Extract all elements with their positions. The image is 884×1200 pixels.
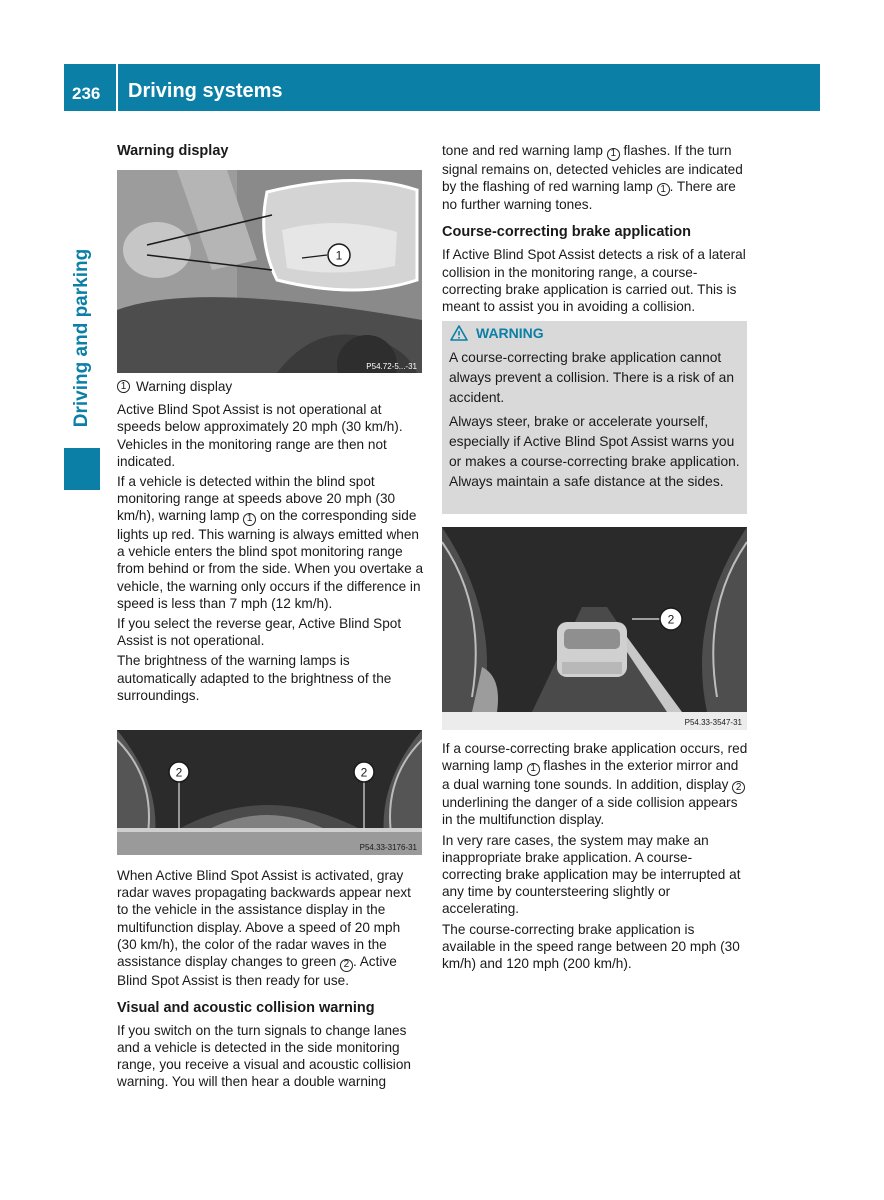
page-number: 236: [72, 84, 101, 103]
right-column-body-2: [442, 740, 748, 975]
figure1-code: P54.72-5...-31: [366, 362, 417, 371]
para-radar-waves: When Active Blind Spot Assist is activated, gray radar waves propagating backwards appear next to the vehicle in the assistance display in the multifunction display. Above a speed of 20 mph (30 km/h), the color of the radar waves in the assistance display changes to green 2 . Active Blind Spot Assist is then ready for use.: [117, 868, 411, 988]
para-vehicle-detected: If a vehicle is detected within the blind spot monitoring range at speeds above 20 mph (30 km/h), warning lamp 1 on the corresponding side lights up red. This warning is always emitted when a vehicle enters the blind spot monitoring range from behind or from the side. When you overtake a vehicle, the warning only occurs if the difference in speed is less than 7 mph (12 km/h).: [117, 474, 424, 611]
warning-label: WARNING: [476, 325, 544, 341]
para-rare-cases: In very rare cases, the system may make an inappropriate brake application. A course-correcting brake application may be interrupted at any time by countersteering slightly or accelerating.: [442, 832, 741, 917]
right-column-body-1: [442, 142, 748, 318]
figure1-caption: [117, 378, 423, 395]
callout-2-right-label: 2: [360, 765, 368, 780]
warning-para-1: A course-correcting brake application cannot always prevent a collision. There is a risk of an accident.: [449, 350, 735, 405]
inline-callout: 1: [607, 148, 620, 161]
figure-mirror-warning: [117, 170, 422, 373]
para-turn-signals: If you switch on the turn signals to change lanes and a vehicle is detected in the side monitoring range, you receive a visual and acoustic collision warning. You will then hear a double warning: [117, 1022, 411, 1090]
mirror-illustration: [117, 170, 422, 373]
figure-course-correcting-display: [442, 527, 747, 730]
section-label: Driving and parking: [71, 248, 92, 428]
callout-2-left-label: 2: [175, 765, 183, 780]
warning-body: [449, 348, 742, 496]
warning-para-2: Always steer, brake or accelerate yourself, especially if Active Blind Spot Assist warns you or makes a course-correcting brake application. Always maintain a safe distance at the sides.: [449, 414, 740, 489]
figure3-code: P54.33-3547-31: [684, 718, 742, 727]
para-lateral-collision: If Active Blind Spot Assist detects a risk of a lateral collision in the monitoring range, a course-correcting brake application is carried out. This is meant to assist you in avoiding a collision.: [442, 247, 746, 315]
warning-triangle-icon: [450, 325, 468, 341]
caption-text: Warning display: [136, 379, 233, 394]
radar-illustration: [117, 730, 422, 855]
para-not-operational: Active Blind Spot Assist is not operational at speeds below approximately 20 mph (30 km/h). Vehicles in the monitoring range are then not indicated.: [117, 402, 403, 469]
course-correct-illustration: [442, 527, 747, 730]
page-title: Driving systems: [128, 80, 283, 102]
callout-2-label: 2: [667, 612, 675, 627]
figure2-code: P54.33-3176-31: [359, 843, 417, 852]
caption-callout: 1: [117, 380, 130, 393]
heading-course-correcting: Course-correcting brake application: [442, 224, 691, 241]
inline-callout: 1: [243, 513, 256, 526]
inline-callout: 2: [732, 781, 745, 794]
para-brightness: The brightness of the warning lamps is automatically adapted to the brightness of the surroundings.: [117, 653, 392, 703]
left-column-body-2: [117, 867, 423, 1094]
para-brake-occurs: If a course-correcting brake application occurs, red warning lamp 1 flashes in the exterior mirror and a dual warning tone sounds. In addition, display 2 underlining the danger of a side collision appears in the multifunction display.: [442, 741, 748, 828]
left-column: [117, 142, 423, 160]
para-speed-range: The course-correcting brake application is available in the speed range between 20 mph (30 km/h) and 120 mph (200 km/h).: [442, 921, 740, 972]
section-tab: [64, 448, 100, 490]
figure-radar-display: [117, 730, 422, 855]
callout-1-label: 1: [335, 248, 343, 263]
warning-heading: [450, 325, 544, 341]
para-reverse-gear: If you select the reverse gear, Active Blind Spot Assist is not operational.: [117, 615, 402, 649]
inline-callout: 1: [527, 763, 540, 776]
header-divider: [116, 64, 118, 111]
left-column-body-1: [117, 378, 423, 707]
inline-callout: 1: [657, 183, 670, 196]
heading-visual-acoustic: Visual and acoustic collision warning: [117, 999, 375, 1016]
para-flashing: tone and red warning lamp 1 flashes. If the turn signal remains on, detected vehicles are indicated by the flashing of red warning lamp 1 . There are no further warning tones.: [442, 143, 743, 213]
heading-warning-display: Warning display: [117, 143, 229, 159]
inline-callout: 2: [340, 959, 353, 972]
